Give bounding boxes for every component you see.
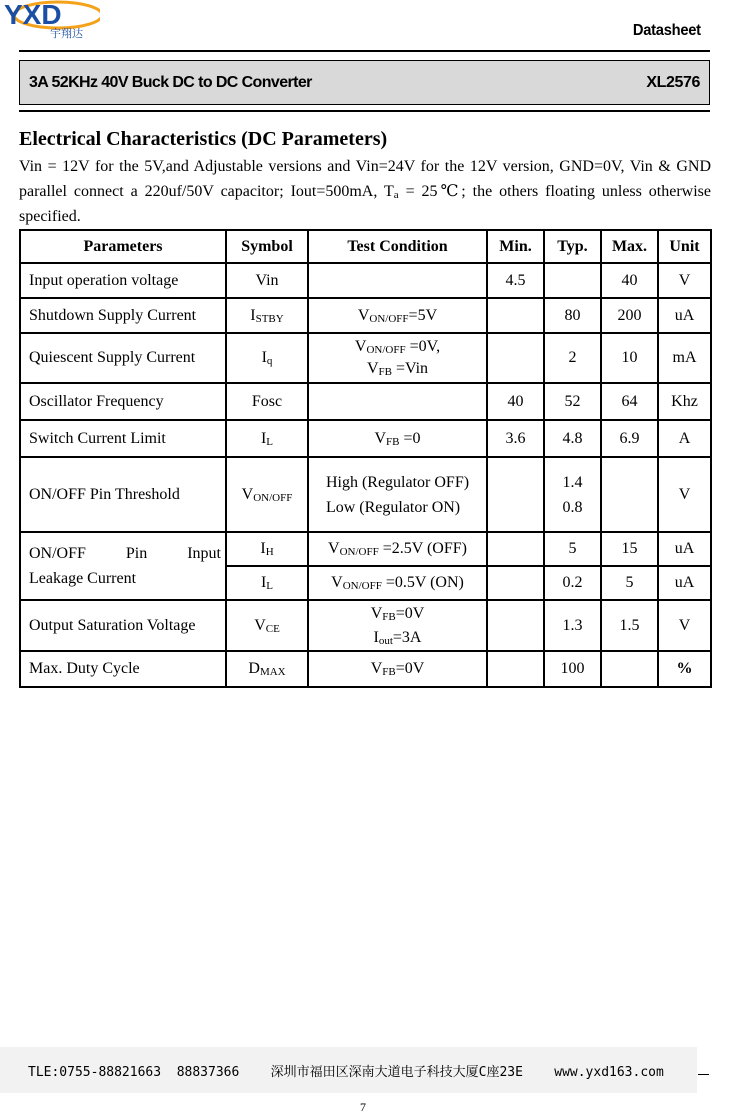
- logo-text: YXD: [4, 0, 62, 30]
- cell-min: [487, 457, 544, 532]
- col-header-min: Min.: [487, 230, 544, 263]
- cell-symbol: [226, 298, 308, 333]
- section-title: Electrical Characteristics (DC Parameters): [19, 128, 388, 150]
- cell-test-condition: [308, 600, 487, 651]
- cell-parameter: Oscillator Frequency: [20, 383, 226, 420]
- typ-line-1: 1.4: [562, 473, 583, 491]
- cell-max: 10: [601, 333, 658, 383]
- cell-unit: mA: [658, 333, 711, 383]
- cell-typ: 5: [544, 532, 601, 566]
- tc-post: =2.5V (OFF): [378, 540, 467, 557]
- table-row: [20, 333, 711, 383]
- tc-main: V: [328, 540, 340, 557]
- tc-line-1: High (Regulator OFF): [325, 473, 470, 491]
- footer-dash: [698, 1074, 709, 1075]
- cell-min: 4.5: [487, 263, 544, 298]
- cell-min: [487, 651, 544, 687]
- cell-symbol: Fosc: [226, 383, 308, 420]
- cell-typ: [544, 457, 601, 532]
- tc-post: =3A: [392, 628, 422, 646]
- tc-sub: FB: [378, 366, 392, 378]
- cell-max: [601, 651, 658, 687]
- symbol-main: D: [248, 660, 260, 677]
- tc-sub: ON/OFF: [339, 546, 379, 558]
- product-title: 3A 52KHz 40V Buck DC to DC Converter: [29, 74, 312, 91]
- tc-sub: FB: [382, 610, 396, 623]
- table-row: [20, 420, 711, 457]
- cell-min: 3.6: [487, 420, 544, 457]
- table-header-row: [20, 230, 711, 263]
- param-line-2: Leakage Current: [29, 570, 137, 587]
- electrical-characteristics-table: [19, 229, 712, 688]
- cell-typ: 0.2: [544, 566, 601, 600]
- section-intro: [19, 154, 711, 229]
- symbol-main: I: [260, 429, 267, 447]
- col-header-typ: Typ.: [544, 230, 601, 263]
- param-word: Pin: [125, 545, 148, 562]
- tc-sub: ON/OFF: [369, 312, 409, 325]
- page-number: 7: [360, 1100, 366, 1114]
- header-rule-bottom: [19, 110, 710, 112]
- cell-parameter: Quiescent Supply Current: [20, 333, 226, 383]
- cell-test-condition: [308, 566, 487, 600]
- header-rule: [19, 50, 710, 52]
- cell-symbol: [226, 651, 308, 687]
- col-header-test-condition: Test Condition: [308, 230, 487, 263]
- tc-post: =Vin: [391, 360, 429, 377]
- cell-unit: %: [658, 651, 711, 687]
- cell-parameter: Shutdown Supply Current: [20, 298, 226, 333]
- cell-max: 40: [601, 263, 658, 298]
- symbol-sub: MAX: [259, 666, 286, 678]
- tc-post: =5V: [408, 306, 438, 324]
- param-line-1: [29, 541, 221, 566]
- cell-unit: V: [658, 457, 711, 532]
- cell-test-condition: [308, 532, 487, 566]
- symbol-main: I: [260, 540, 266, 557]
- footer-contact: TLE:0755-88821663 88837366 深圳市福田区深南大道电子科技大厦C座23E www.yxd163.com: [28, 1065, 664, 1080]
- tc-main: V: [331, 574, 343, 591]
- cell-max: [601, 457, 658, 532]
- cell-min: [487, 532, 544, 566]
- cell-symbol: [226, 600, 308, 651]
- cell-unit: uA: [658, 566, 711, 600]
- cell-symbol: [226, 532, 308, 566]
- part-number: XL2576: [646, 74, 700, 91]
- cell-typ: [544, 263, 601, 298]
- intro-sub: a: [393, 189, 399, 201]
- cell-test-condition: [308, 457, 487, 532]
- tc-post: =0: [399, 429, 421, 447]
- tc-main: V: [366, 360, 379, 377]
- tc-post: =0V: [395, 604, 425, 622]
- tc-sub: FB: [386, 435, 400, 448]
- cell-test-condition: [308, 420, 487, 457]
- cell-typ: 100: [544, 651, 601, 687]
- cell-parameter: [20, 532, 226, 600]
- tc-sub: FB: [382, 666, 396, 678]
- cell-test-condition: [308, 263, 487, 298]
- cell-unit: A: [658, 420, 711, 457]
- cell-typ: 4.8: [544, 420, 601, 457]
- tc-main: V: [370, 660, 383, 677]
- cell-max: 1.5: [601, 600, 658, 651]
- symbol-sub: L: [266, 580, 274, 592]
- cell-max: 5: [601, 566, 658, 600]
- doc-type-label: Datasheet: [633, 22, 701, 39]
- cell-min: 40: [487, 383, 544, 420]
- cell-typ: 1.3: [544, 600, 601, 651]
- cell-symbol: [226, 457, 308, 532]
- col-header-max: Max.: [601, 230, 658, 263]
- symbol-main: I: [250, 306, 256, 324]
- cell-test-condition: [308, 333, 487, 383]
- cell-symbol: [226, 566, 308, 600]
- cell-parameter: Max. Duty Cycle: [20, 651, 226, 687]
- table-row: [20, 651, 711, 687]
- table-row: [20, 298, 711, 333]
- cell-test-condition: [308, 383, 487, 420]
- logo-subtitle: 宇翔达: [50, 27, 83, 40]
- symbol-sub: L: [266, 435, 274, 448]
- table-row: [20, 600, 711, 651]
- tc-main: V: [370, 604, 383, 622]
- symbol-main: V: [241, 485, 254, 503]
- cell-typ: 2: [544, 333, 601, 383]
- tc-main: V: [354, 338, 367, 355]
- intro-text-pre: Vin = 12V for the 5V,and Adjustable versions and Vin=24V for the 12V version, GND=0V, Vin & GND parallel connect a 220uf/50V capacitor; Iout=500mA, T: [19, 158, 711, 200]
- symbol-sub: H: [265, 546, 274, 558]
- tc-main: V: [357, 306, 370, 324]
- product-title-bar: [19, 60, 710, 105]
- company-logo: [0, 0, 100, 44]
- cell-parameter: ON/OFF Pin Threshold: [20, 457, 226, 532]
- tc-line-1: [313, 336, 482, 358]
- cell-unit: Khz: [658, 383, 711, 420]
- intro-text-post: = 25℃; the others floating unless otherwise specified.: [19, 183, 712, 225]
- cell-max: 15: [601, 532, 658, 566]
- symbol-sub: q: [266, 355, 273, 367]
- cell-parameter: Output Saturation Voltage: [20, 600, 226, 651]
- cell-min: [487, 600, 544, 651]
- cell-parameter: Switch Current Limit: [20, 420, 226, 457]
- symbol-main: I: [261, 349, 267, 366]
- tc-main: I: [373, 628, 379, 646]
- cell-max: 200: [601, 298, 658, 333]
- col-header-unit: Unit: [658, 230, 711, 263]
- symbol-main: V: [254, 616, 266, 634]
- cell-max: 64: [601, 383, 658, 420]
- cell-max: 6.9: [601, 420, 658, 457]
- typ-line-2: 0.8: [562, 498, 583, 516]
- tc-sub: out: [378, 634, 393, 647]
- table-row: [20, 263, 711, 298]
- table-row: [20, 532, 711, 566]
- param-word: ON/OFF: [29, 545, 86, 562]
- tc-sub: ON/OFF: [342, 580, 382, 592]
- symbol-sub: CE: [265, 622, 280, 635]
- col-header-symbol: Symbol: [226, 230, 308, 263]
- cell-symbol: Vin: [226, 263, 308, 298]
- cell-unit: uA: [658, 532, 711, 566]
- tc-line-2: [313, 358, 482, 380]
- cell-symbol: [226, 420, 308, 457]
- cell-min: [487, 298, 544, 333]
- tc-post: =0V,: [405, 338, 441, 355]
- tc-post: =0.5V (ON): [381, 574, 464, 591]
- cell-test-condition: [308, 298, 487, 333]
- cell-unit: V: [658, 600, 711, 651]
- table-row: [20, 383, 711, 420]
- symbol-sub: STBY: [255, 312, 284, 325]
- table-row: [20, 457, 711, 532]
- tc-line-2: Low (Regulator ON): [325, 498, 461, 516]
- tc-main: V: [374, 429, 387, 447]
- symbol-sub: ON/OFF: [253, 491, 293, 504]
- cell-test-condition: [308, 651, 487, 687]
- cell-unit: uA: [658, 298, 711, 333]
- cell-typ: 80: [544, 298, 601, 333]
- tc-lines: [326, 470, 469, 520]
- cell-unit: V: [658, 263, 711, 298]
- cell-typ: 52: [544, 383, 601, 420]
- cell-symbol: [226, 333, 308, 383]
- cell-parameter: Input operation voltage: [20, 263, 226, 298]
- tc-post: =0V: [395, 660, 425, 677]
- tc-sub: ON/OFF: [366, 344, 406, 356]
- symbol-main: I: [260, 574, 267, 591]
- cell-min: [487, 333, 544, 383]
- param-word: Input: [187, 545, 221, 562]
- tc-line-1: [313, 602, 482, 626]
- col-header-parameters: Parameters: [20, 230, 226, 263]
- cell-min: [487, 566, 544, 600]
- tc-line-2: [313, 626, 482, 650]
